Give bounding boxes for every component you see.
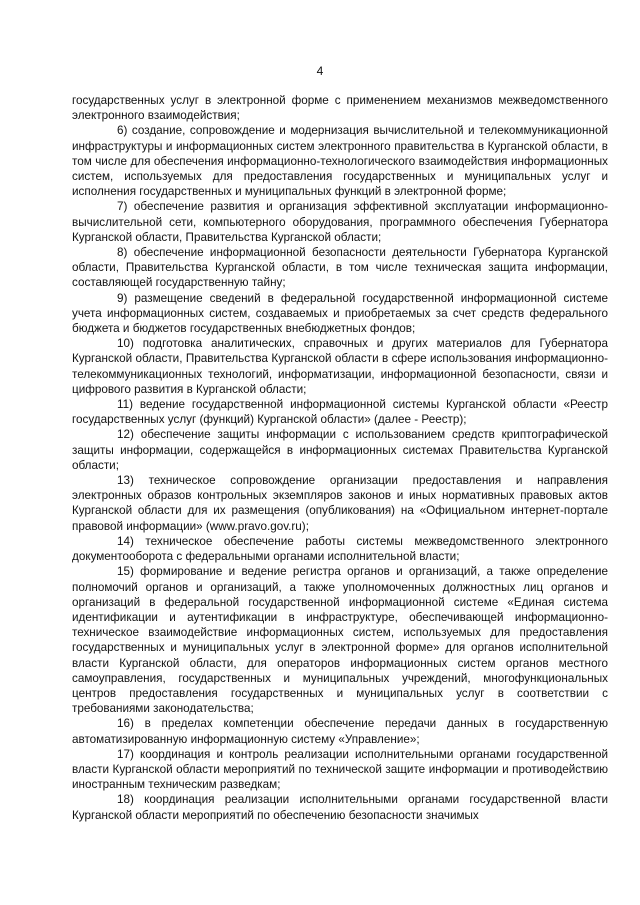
paragraph-item-17: 17) координация и контроль реализации исполнительными органами государственной власти Курганской области мероприятий по технической защите информации и противодействию иностранным техническим разведкам; <box>72 747 608 792</box>
paragraph-item-6: 6) создание, сопровождение и модернизация вычислительной и телекоммуникационной инфраструктуры и информационных систем электронного правительства в Курганской области, в том числе для обеспечения информационно-технологического взаимодействия информационных систем, используемых для предоставления государственных и муниципальных услуг и исполнения государственных и муниципальных функций в электронной форме; <box>72 124 608 199</box>
paragraph-item-12: 12) обеспечение защиты информации с использованием средств криптографической защиты информации, содержащейся в информационных системах Правительства Курганской области; <box>72 428 608 472</box>
document-body <box>72 93 608 823</box>
paragraph-item-9: 9) размещение сведений в федеральной государственной информационной системе учета информационных систем, создаваемых и приобретаемых за счет средств федерального бюджета и бюджетов государственных внебюджетных фондов; <box>72 291 608 336</box>
paragraph-item-15: 15) формирование и ведение регистра органов и организаций, а также определение полномочий органов и организаций, а также уполномоченных должностных лиц органов и организаций в федеральной государственной информационной системе «Единая система идентификации и аутентификации в инфраструктуре, обеспечивающей информационно-техническое взаимодействие информационных систем, используемых для предоставления государственных и муниципальных услуг в электронной форме» для органов исполнительной власти Курганской области, для операторов информационных систем органов местного самоуправления, государственных и муниципальных учреждений, многофункциональных центров предоставления государственных и муниципальных услуг в соответствии с требованиями законодательства; <box>72 565 608 716</box>
paragraph-item-10: 10) подготовка аналитических, справочных и других материалов для Губернатора Курганской области, Правительства Курганской области в сфере использования информационно-телекоммуникационных технологий, информатизации, информационной безопасности, связи и цифрового развития в Курганской области; <box>72 337 608 396</box>
paragraph-item-13: 13) техническое сопровождение организации предоставления и направления электронных образов контрольных экземпляров законов и иных нормативных правовых актов Курганской области для их размещения (опубликования) на «Официальном интернет-портале правовой информации» (www.pravo.gov.ru); <box>72 474 608 533</box>
paragraph-item-7: 7) обеспечение развития и организация эффективной эксплуатации информационно-вычислительной сети, компьютерного оборудования, программного обеспечения Губернатора Курганской области, Правительства Курганской области; <box>72 200 608 244</box>
paragraph-item-11: 11) ведение государственной информационной системы Курганской области «Реестр государственных услуг (функций) Курганской области» (далее - Реестр); <box>72 398 608 427</box>
paragraph-continuation: государственных услуг в электронной форме с применением механизмов межведомственного электронного взаимодействия; <box>72 94 608 123</box>
paragraph-item-18: 18) координация реализации исполнительными органами государственной власти Курганской области мероприятий по обеспечению безопасности значимых <box>72 793 608 822</box>
paragraph-item-16: 16) в пределах компетенции обеспечение передачи данных в государственную автоматизированную информационную систему «Управление»; <box>72 717 608 746</box>
paragraph-item-14: 14) техническое обеспечение работы системы межведомственного электронного документооборота с федеральными органами исполнительной власти; <box>72 534 608 564</box>
paragraph-item-8: 8) обеспечение информационной безопасности деятельности Губернатора Курганской области, Правительства Курганской области, в том числе техническая защита информации, составляющей государственную тайну; <box>72 246 608 290</box>
page-number: 4 <box>316 64 324 78</box>
